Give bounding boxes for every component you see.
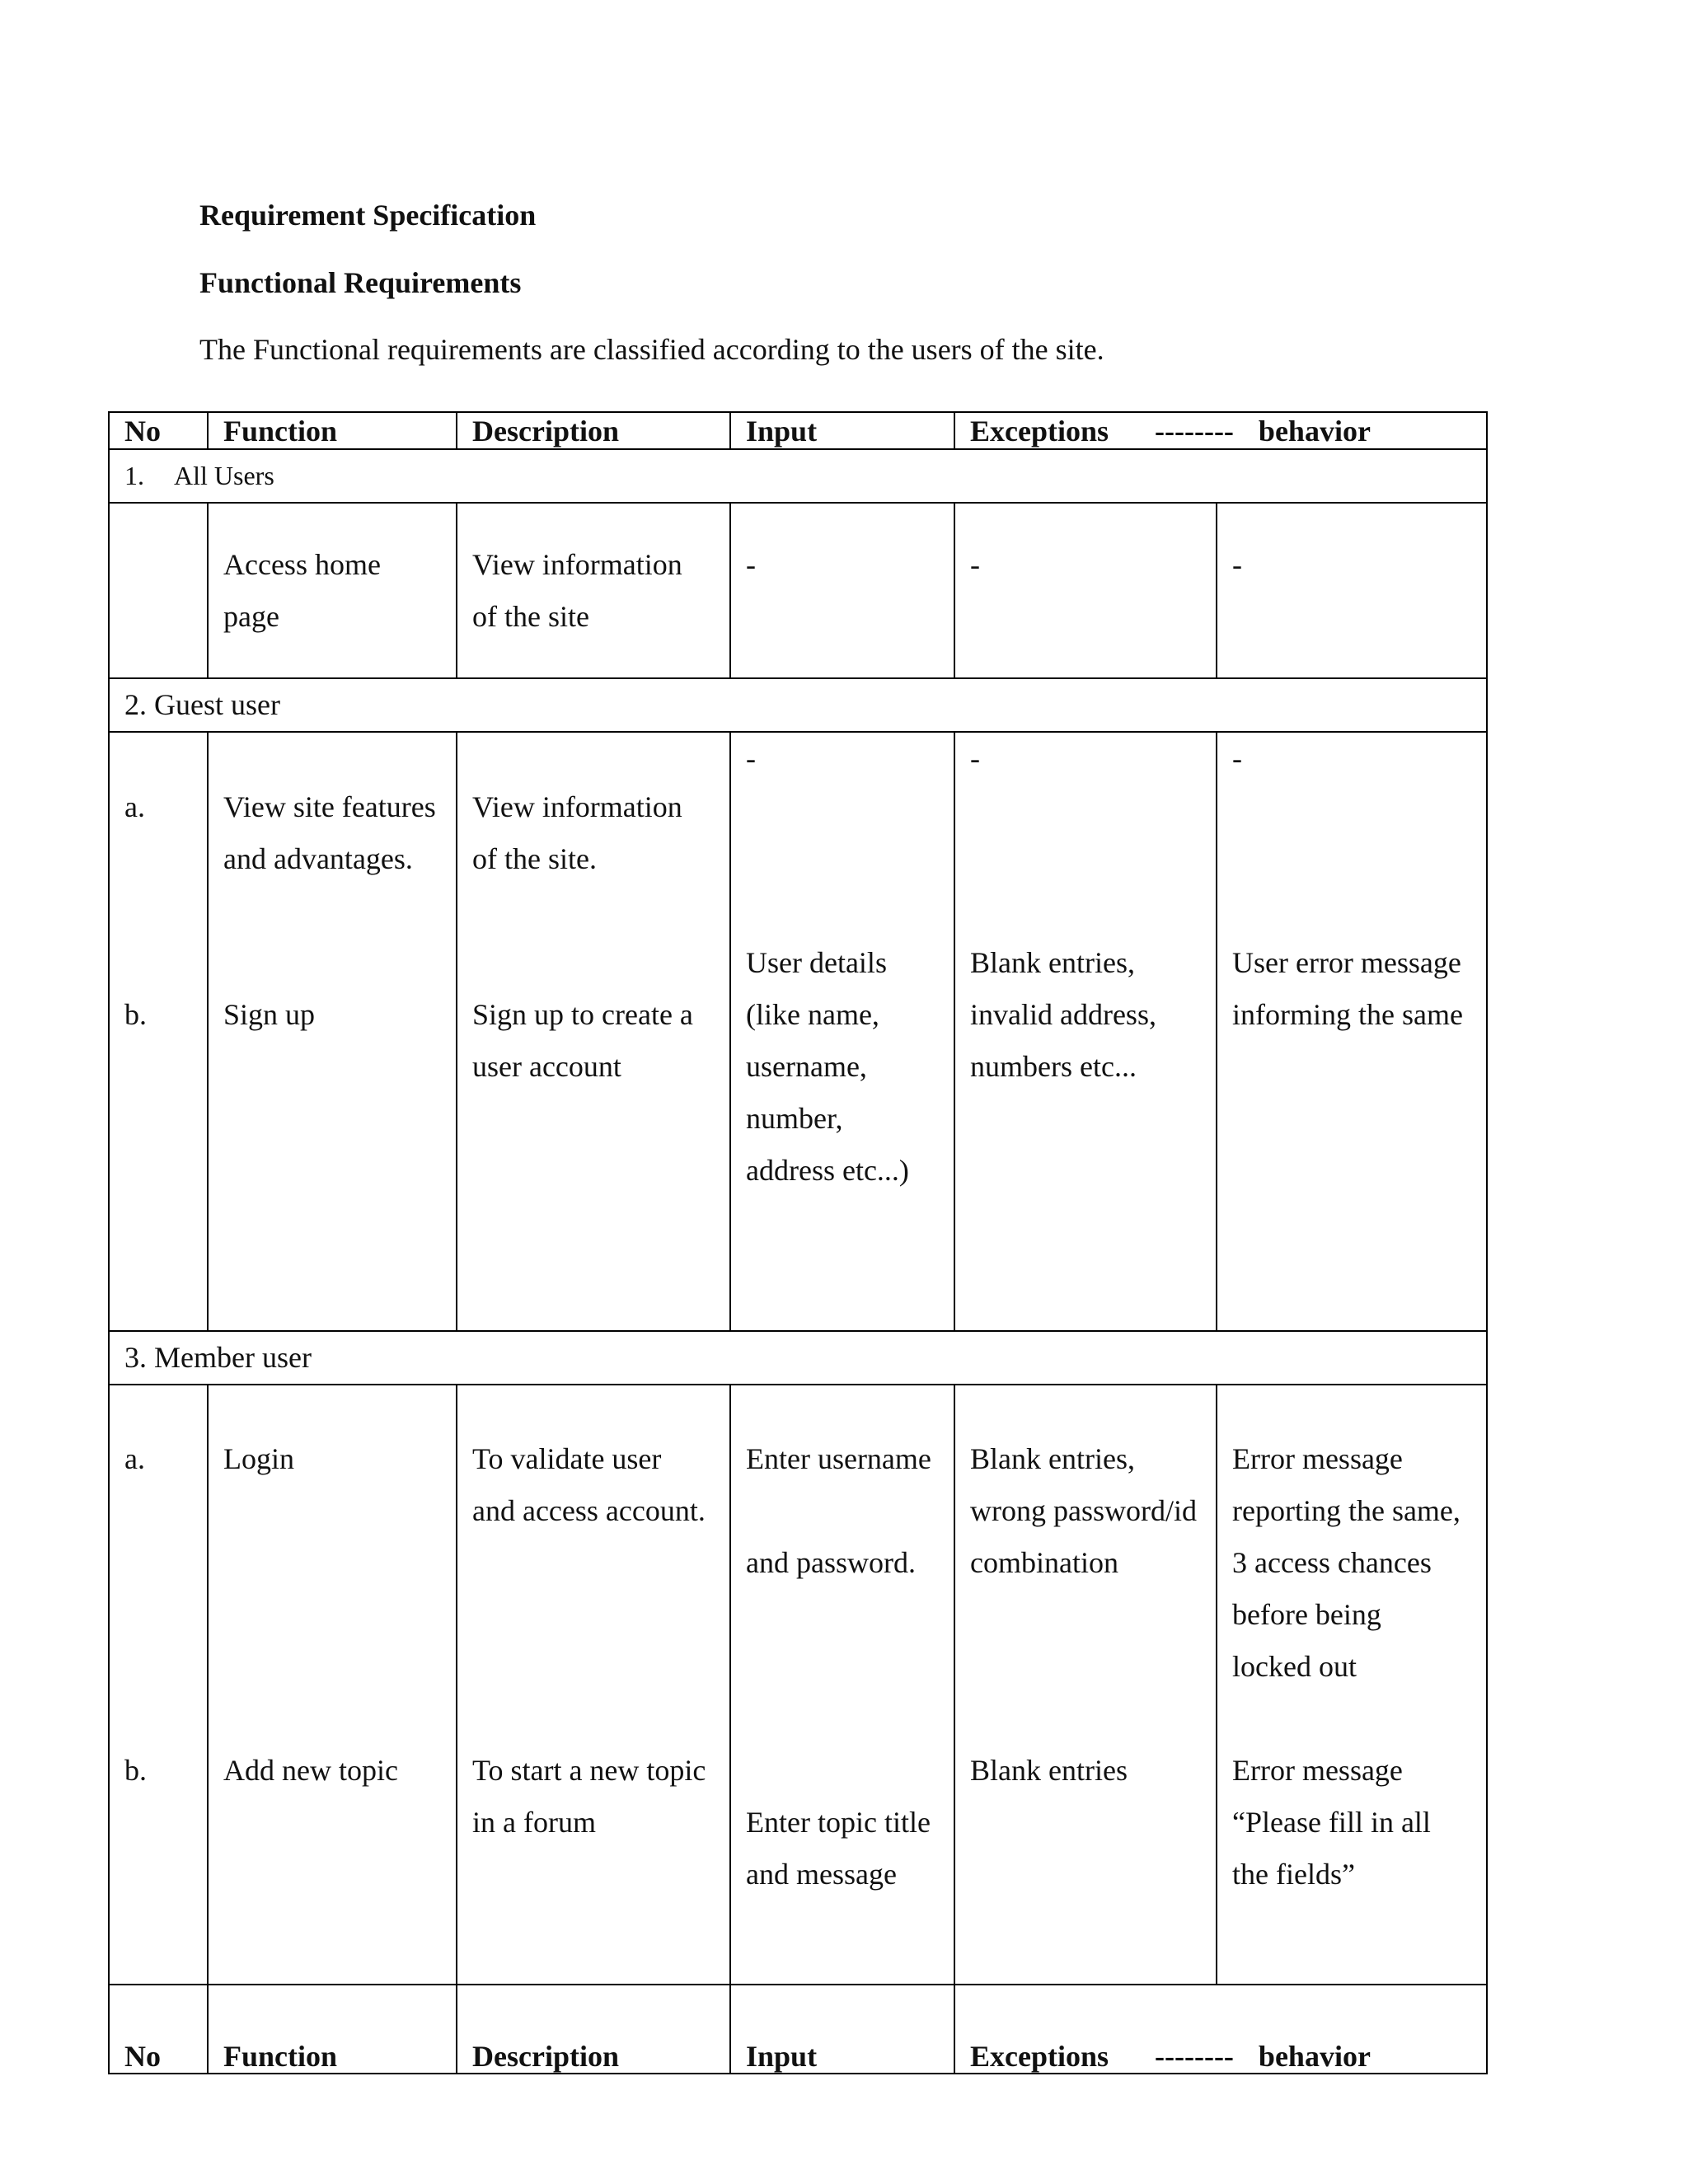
cell-line: reporting the same, <box>1232 1494 1461 1527</box>
cell-line: number, <box>746 1102 843 1135</box>
cell-line: Sign up to create a <box>472 998 693 1031</box>
cell-description <box>457 503 730 678</box>
cell-line: address etc...) <box>746 1154 909 1187</box>
cell-description <box>457 732 730 1331</box>
cell-line: Blank entries <box>970 1754 1128 1787</box>
section-number: 1. <box>124 461 144 490</box>
cell-line: 3 access chances <box>1232 1546 1432 1579</box>
cell-description <box>457 1385 730 1985</box>
functional-requirements-table <box>108 411 1488 2074</box>
cell-line: Access home <box>223 548 381 581</box>
cell-no <box>109 503 208 678</box>
cell-line: Sign up <box>223 998 316 1031</box>
cell-line: View information <box>472 790 682 823</box>
cell-line: Enter topic title <box>746 1806 931 1839</box>
cell-line: To validate user <box>472 1442 662 1475</box>
cell-no <box>109 732 208 1331</box>
cell-line: View information <box>472 548 682 581</box>
table-row <box>109 732 1487 1331</box>
cell-input <box>730 732 954 1331</box>
section-row-member-user <box>109 1331 1487 1385</box>
cell-line: Enter username <box>746 1442 931 1475</box>
header-behavior: behavior <box>1258 414 1371 448</box>
header-separator: -------- <box>1155 2040 1234 2073</box>
cell-behavior <box>1217 732 1487 1331</box>
document-title: Requirement Specification <box>199 199 537 232</box>
header-input: Input <box>730 412 954 449</box>
cell-line: page <box>223 600 279 633</box>
header-description: Description <box>457 1985 730 2074</box>
header-separator: -------- <box>1155 414 1234 448</box>
cell-line: Blank entries, <box>970 1442 1135 1475</box>
header-input: Input <box>730 1985 954 2074</box>
header-no: No <box>109 1985 208 2074</box>
cell-input <box>730 503 954 678</box>
cell-line: and advantages. <box>223 842 413 875</box>
cell-line: - <box>1232 742 1242 775</box>
header-description: Description <box>457 412 730 449</box>
cell-function <box>208 732 457 1331</box>
section-label: All Users <box>174 461 274 490</box>
section-title-guest-user: 2. Guest user <box>109 678 1487 732</box>
cell-line: - <box>970 742 980 775</box>
cell-line: wrong password/id <box>970 1494 1197 1527</box>
header-exceptions-behavior <box>954 1985 1487 2074</box>
cell-line: a. <box>124 790 145 823</box>
cell-line: - <box>970 548 980 581</box>
cell-exceptions <box>954 732 1217 1331</box>
cell-line: User error message <box>1232 946 1461 979</box>
section-title-member-user: 3. Member user <box>109 1331 1487 1385</box>
cell-function <box>208 503 457 678</box>
header-function: Function <box>208 1985 457 2074</box>
section-row-guest-user <box>109 678 1487 732</box>
cell-line: “Please fill in all <box>1232 1806 1431 1839</box>
header-function: Function <box>208 412 457 449</box>
cell-line: - <box>746 548 756 581</box>
table-row <box>109 503 1487 678</box>
header-behavior: behavior <box>1258 2040 1371 2073</box>
cell-line <box>746 1745 954 1797</box>
cell-line: before being <box>1232 1598 1381 1631</box>
cell-line: b. <box>124 998 147 1031</box>
cell-line: b. <box>124 1754 147 1787</box>
cell-line: invalid address, <box>970 998 1156 1031</box>
cell-line: and message <box>746 1858 897 1891</box>
cell-line: locked out <box>1232 1650 1357 1683</box>
table-header-row <box>109 412 1487 449</box>
cell-line <box>746 1485 954 1537</box>
section-title-all-users <box>109 449 1487 503</box>
cell-line: (like name, <box>746 998 879 1031</box>
header-no: No <box>109 412 208 449</box>
cell-line: Error message <box>1232 1754 1403 1787</box>
cell-behavior <box>1217 1385 1487 1985</box>
cell-line: and password. <box>746 1546 916 1579</box>
cell-line: Error message <box>1232 1442 1403 1475</box>
cell-exceptions <box>954 503 1217 678</box>
cell-line: View site features <box>223 790 436 823</box>
cell-line: informing the same <box>1232 998 1463 1031</box>
table-header-row-repeat <box>109 1985 1487 2074</box>
cell-line: Blank entries, <box>970 946 1135 979</box>
section-row-all-users <box>109 449 1487 503</box>
document-subtitle: Functional Requirements <box>199 266 522 299</box>
cell-line: a. <box>124 1442 145 1475</box>
cell-line: Add new topic <box>223 1754 398 1787</box>
header-exceptions: Exceptions <box>970 2040 1109 2073</box>
cell-function <box>208 1385 457 1985</box>
cell-line: of the site <box>472 600 589 633</box>
cell-line: in a forum <box>472 1806 596 1839</box>
table-row <box>109 1385 1487 1985</box>
cell-input <box>730 1385 954 1985</box>
header-exceptions: Exceptions <box>970 414 1109 448</box>
cell-line: the fields” <box>1232 1858 1355 1891</box>
cell-line: - <box>1232 548 1242 581</box>
cell-line: User details <box>746 946 887 979</box>
cell-exceptions <box>954 1385 1217 1985</box>
cell-line: To start a new topic <box>472 1754 706 1787</box>
cell-line: numbers etc... <box>970 1050 1137 1083</box>
cell-line: Login <box>223 1442 294 1475</box>
cell-line: combination <box>970 1546 1118 1579</box>
cell-line: user account <box>472 1050 621 1083</box>
cell-line: - <box>746 742 756 775</box>
header-exceptions-behavior <box>954 412 1487 449</box>
cell-line: of the site. <box>472 842 597 875</box>
cell-line: username, <box>746 1050 867 1083</box>
cell-behavior <box>1217 503 1487 678</box>
document-intro: The Functional requirements are classified according to the users of the site. <box>199 333 1104 366</box>
cell-no <box>109 1385 208 1985</box>
cell-line: and access account. <box>472 1494 706 1527</box>
